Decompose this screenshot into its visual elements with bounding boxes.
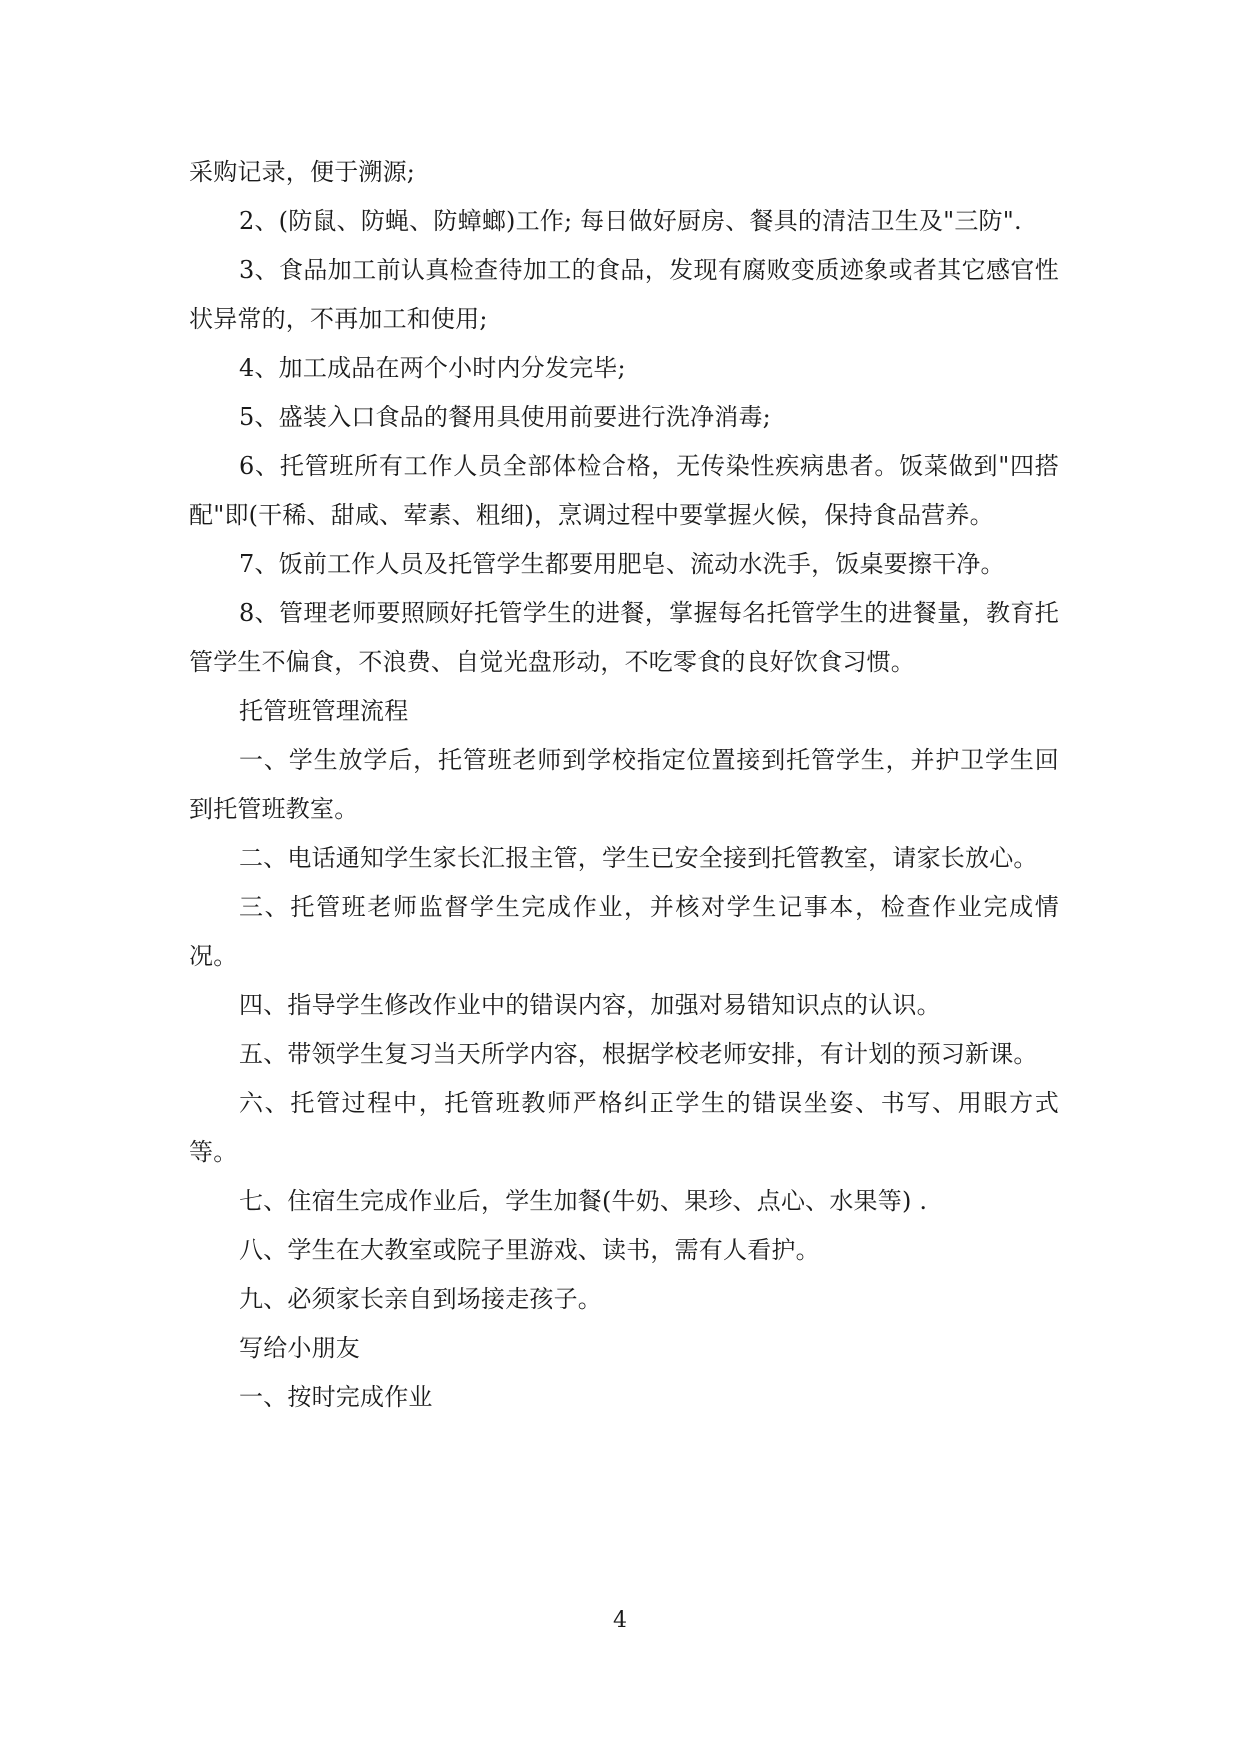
- paragraph: 一、学生放学后，托管班老师到学校指定位置接到托管学生，并护卫学生回到托管班教室。: [189, 746, 1059, 823]
- paragraph: 8、管理老师要照顾好托管学生的进餐，掌握每名托管学生的进餐量，教育托管学生不偏食，不浪费、自觉光盘形动，不吃零食的良好饮食习惯。: [189, 599, 1059, 676]
- paragraph: 九、必须家长亲自到场接走孩子。: [239, 1285, 602, 1313]
- paragraph: 七、住宿生完成作业后，学生加餐(牛奶、果珍、点心、水果等) .: [239, 1187, 928, 1215]
- paragraph: 四、指导学生修改作业中的错误内容，加强对易错知识点的认识。: [239, 991, 941, 1019]
- page-number: 4: [613, 1608, 627, 1633]
- paragraph: 3、食品加工前认真检查待加工的食品，发现有腐败变质迹象或者其它感官性状异常的，不再加工和使用;: [189, 256, 1059, 333]
- paragraph: 三、托管班老师监督学生完成作业，并核对学生记事本，检查作业完成情况。: [189, 893, 1059, 970]
- paragraph: 采购记录，便于溯源;: [189, 158, 416, 186]
- paragraph: 5、盛装入口食品的餐用具使用前要进行洗净消毒;: [239, 403, 771, 431]
- paragraph: 八、学生在大教室或院子里游戏、读书，需有人看护。: [239, 1236, 820, 1264]
- section-heading: 托管班管理流程: [239, 697, 409, 725]
- section-heading: 写给小朋友: [239, 1334, 360, 1362]
- paragraph: 4、加工成品在两个小时内分发完毕;: [239, 354, 626, 382]
- paragraph: 六、托管过程中，托管班教师严格纠正学生的错误坐姿、书写、用眼方式等。: [189, 1089, 1059, 1166]
- paragraph: 7、饭前工作人员及托管学生都要用肥皂、流动水洗手，饭桌要擦干净。: [239, 550, 1005, 578]
- paragraph: 五、带领学生复习当天所学内容，根据学校老师安排，有计划的预习新课。: [239, 1040, 1038, 1068]
- paragraph: 6、托管班所有工作人员全部体检合格，无传染性疾病患者。饭菜做到"四搭配"即(干稀、甜咸、荤素、粗细)，烹调过程中要掌握火候，保持食品营养。: [189, 452, 1059, 529]
- document-body: [189, 148, 1059, 1422]
- paragraph: 二、电话通知学生家长汇报主管，学生已安全接到托管教室，请家长放心。: [239, 844, 1038, 872]
- paragraph: 2、(防鼠、防蝇、防蟑螂)工作; 每日做好厨房、餐具的清洁卫生及"三防".: [239, 207, 1022, 235]
- paragraph: 一、按时完成作业: [239, 1383, 433, 1411]
